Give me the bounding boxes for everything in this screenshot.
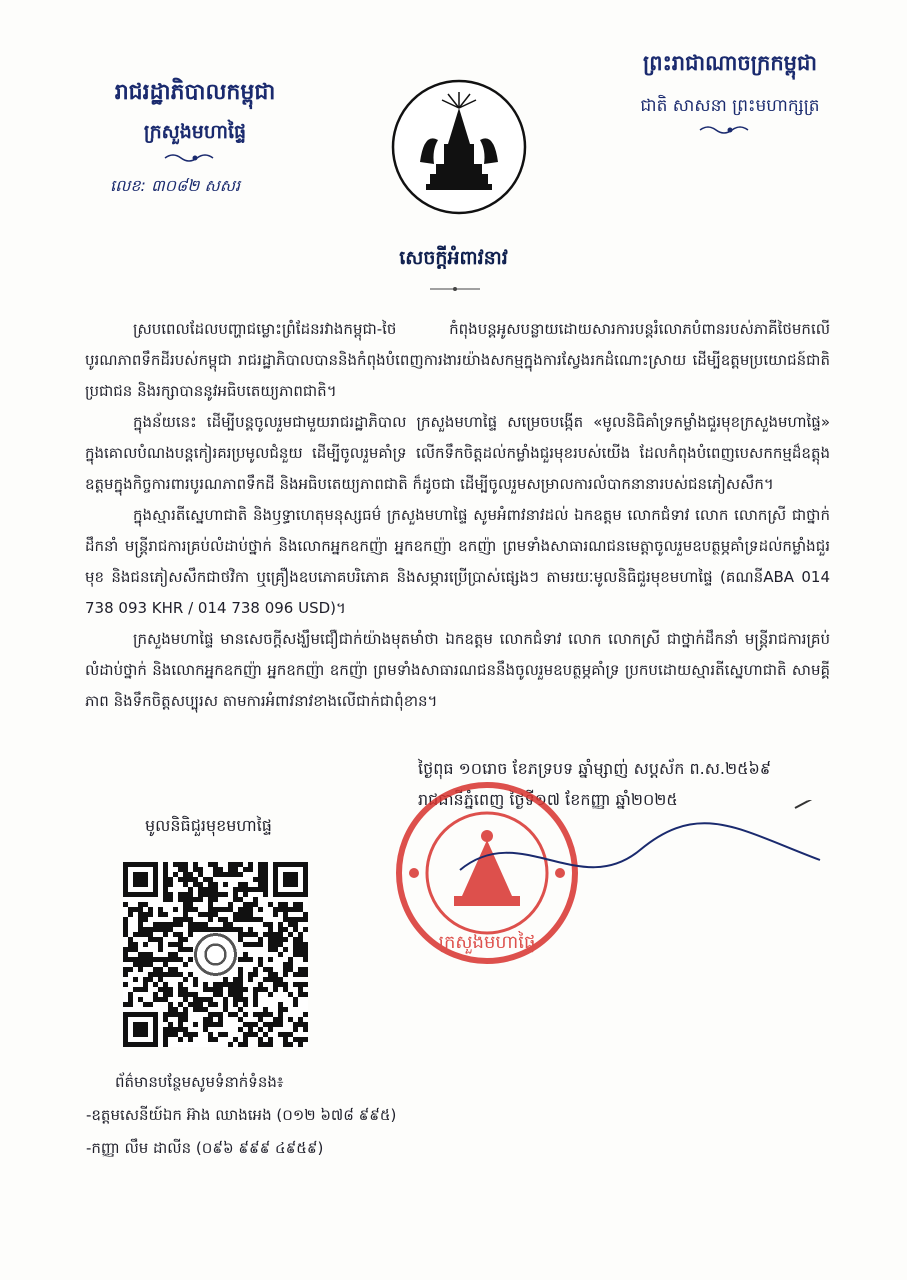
royal-emblem-icon bbox=[390, 78, 528, 216]
ministry-name: ក្រសួងមហាផ្ទៃ bbox=[143, 121, 247, 143]
qr-code-icon[interactable] bbox=[123, 862, 308, 1047]
appeal-body bbox=[85, 314, 830, 717]
document-title: សេចក្ដីអំពាវនាវ bbox=[399, 247, 508, 269]
ornament-left-icon bbox=[70, 150, 320, 166]
kingdom-name: ព្រះរាជាណាចក្រកម្ពុជា bbox=[642, 50, 817, 75]
paragraph-1: ស្របពេលដែលបញ្ហាជម្លោះព្រំដែនរវាងកម្ពុជា-ថៃ កំពុងបន្តអូសបន្លាយដោយសារការបន្តរំលោភបំពានរបស់ភាគីថៃមកលើបូរណភាពទឹកដីរបស់កម្ពុជា រាជរដ្ឋាភិបាលបាននិងកំពុងបំពេញការងារយ៉ាងសកម្មក្នុងការស្វែងរកដំណោះស្រាយ ដើម្បីឧត្តមប្រយោជន៍ជាតិ ប្រជាជន និងរក្សាបាននូវអធិបតេយ្យភាពជាតិ។ bbox=[85, 320, 830, 400]
seal-text: ក្រសួងមហាផ្ទៃ bbox=[438, 932, 536, 953]
reference-number: លេខ: ៣០៨២ សសរ bbox=[110, 176, 241, 195]
paragraph-4: ក្រសួងមហាផ្ទៃ មានសេចក្ដីសង្ឃឹមជឿជាក់យ៉ាងមុតមាំថា ឯកឧត្តម លោកជំទាវ លោក លោកស្រី ជាថ្នាក់ដឹកនាំ មន្ត្រីរាជការគ្រប់លំដាប់ថ្នាក់ និងលោកអ្នកឧកញ៉ា អ្នកឧកញ៉ា ឧកញ៉ា ព្រមទាំងសាធារណជននឹងចូលរួមឧបត្ថម្ភគាំទ្រ ប្រកបដោយស្មារតីស្នេហាជាតិ សាមគ្គីភាព និងទឹកចិត្តសប្បុរស តាមការអំពាវនាវខាងលើជាក់ជាពុំខាន។ bbox=[85, 630, 830, 710]
sender-header bbox=[70, 78, 320, 170]
ornament-right-icon bbox=[600, 122, 860, 138]
government-name: រាជរដ្ឋាភិបាលកម្ពុជា bbox=[114, 79, 276, 105]
national-motto: ជាតិ សាសនា ព្រះមហាក្សត្រ bbox=[640, 96, 820, 116]
qr-label: មូលនិធិជួរមុខមហាផ្ទៃ bbox=[145, 816, 272, 835]
kingdom-header bbox=[600, 50, 860, 142]
contact-line-1: -ឧត្តមសេនីយ៍ឯក អ៊ាង ឈាងអេង (០១២ ៦៧៨ ៩៩៥) bbox=[86, 1106, 397, 1124]
solar-date: រាជធានីភ្នំពេញ ថ្ងៃទី១៧ ខែកញ្ញា ឆ្នាំ២០២៥ bbox=[418, 790, 678, 809]
contact-heading: ព័ត៌មានបន្ថែមសូមទំនាក់ទំនង៖ bbox=[115, 1073, 284, 1091]
paragraph-2: ក្នុងន័យនេះ ដើម្បីបន្តចូលរួមជាមួយរាជរដ្ឋាភិបាល ក្រសួងមហាផ្ទៃ សម្រេចបង្កើត «មូលនិធិគាំទ្រកម្លាំងជួរមុខក្រសួងមហាផ្ទៃ» ក្នុងគោលបំណងបន្តកៀរគរប្រមូលជំនួយ ដើម្បីចូលរួមគាំទ្រ លើកទឹកចិត្តដល់កម្លាំងជួរមុខរបស់យើង ដែលកំពុងបំពេញបេសកកម្មដ៏ឧត្តុងឧត្តមក្នុងកិច្ចការពារបូរណភាពទឹកដី និងអធិបតេយ្យភាពជាតិ ក៏ដូចជា ដើម្បីចូលរួមសម្រាលការលំបាកនានារបស់ជនភៀសសឹក។ bbox=[85, 413, 830, 493]
signature-icon bbox=[440, 800, 860, 920]
contact-line-2: -កញ្ញា លឹម ដាលីន (០៩៦ ៩៩៩ ៤៩៥៩) bbox=[86, 1139, 324, 1157]
title-divider-icon bbox=[425, 284, 485, 294]
paragraph-3: ក្នុងស្មារតីស្នេហាជាតិ និងឫទ្ធាហេតុមនុស្សធម៌ ក្រសួងមហាផ្ទៃ សូមអំពាវនាវដល់ ឯកឧត្តម លោកជំទាវ លោក លោកស្រី ជាថ្នាក់ដឹកនាំ មន្ត្រីរាជការគ្រប់លំដាប់ថ្នាក់ និងលោកអ្នកឧកញ៉ា អ្នកឧកញ៉ា ឧកញ៉ា ព្រមទាំងសាធារណជនមេត្តាចូលរួមឧបត្ថម្ភគាំទ្រដល់កម្លាំងជួរមុខ និងជនភៀសសឹកជាថវិកា ឬគ្រឿងឧបភោគបរិភោគ និងសម្ភារប្រើប្រាស់ផ្សេងៗ តាមរយៈមូលនិធិជួរមុខមហាផ្ទៃ (គណនីABA 014 738 093 KHR / 014 738 096 USD)។ bbox=[85, 506, 830, 617]
lunar-date: ថ្ងៃពុធ ១០រោច ខែភទ្របទ ឆ្នាំម្សាញ់ សប្តស័ក ព.ស.២៥៦៩ bbox=[418, 759, 772, 778]
